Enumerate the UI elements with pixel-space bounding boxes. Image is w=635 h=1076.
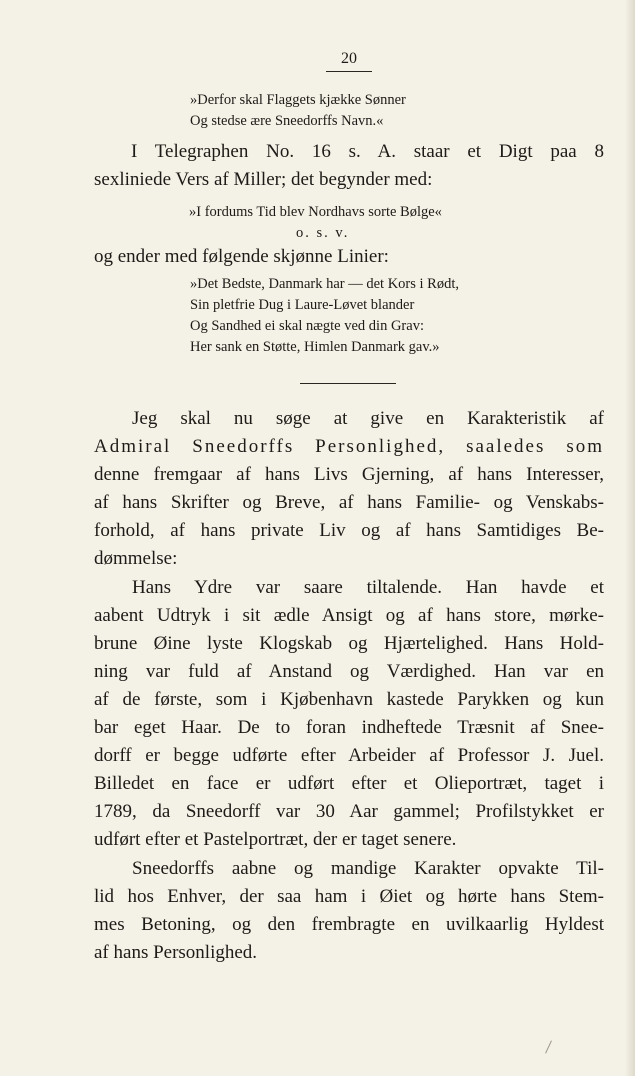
para3-line: Jeg skal nu søge at give en Karakteristik af (132, 408, 604, 429)
para4-line: Hans Ydre var saare tiltalende. Han havde et (132, 577, 604, 598)
section-divider (300, 383, 396, 384)
para4-line: aabent Udtryk i sit ædle Ansigt og af hans store, mørke- (94, 605, 604, 626)
para4-line: ning var fuld af Anstand og Værdighed. Han var en (94, 661, 604, 682)
quote3-line: Sin pletfrie Dug i Laure-Løvet blander (190, 297, 415, 313)
para5-line: lid hos Enhver, der saa ham i Øiet og hørte hans Stem- (94, 886, 604, 907)
para3-line: forhold, af hans private Liv og af hans Samtidiges Be- (94, 520, 604, 541)
quote1-line: Og stedse ære Sneedorffs Navn.« (190, 113, 384, 129)
para4-line: af de første, som i Kjøbenhavn kastede Parykken og kun (94, 689, 604, 710)
quote3-line: »Det Bedste, Danmark har — det Kors i Rødt, (190, 276, 460, 292)
pencil-mark (545, 1040, 552, 1053)
para5-line: af hans Personlighed. (94, 942, 258, 963)
para1-line: I Telegraphen No. 16 s. A. staar et Digt paa 8 (131, 141, 604, 162)
para4-line: udført efter et Pastelportræt, der er taget senere. (94, 829, 457, 850)
para3-line: dømmelse: (94, 548, 178, 569)
para4-line: bar eget Haar. De to foran indheftede Træsnit af Snee- (94, 717, 604, 738)
para1-line: sexliniede Vers af Miller; det begynder med: (94, 169, 433, 190)
para3-line: denne fremgaar af hans Livs Gjerning, af hans Interesser, (94, 464, 604, 485)
para5-line: Sneedorffs aabne og mandige Karakter opvakte Til- (132, 858, 604, 879)
para4-line: 1789, da Sneedorff var 30 Aar gammel; Profilstykket er (94, 801, 604, 822)
para4-line: brune Øine lyste Klogskab og Hjærtelighed. Hans Hold- (94, 633, 604, 654)
quote2-line: o. s. v. (296, 225, 350, 241)
page-number: 20 (341, 50, 357, 67)
para4-line: Billedet en face er udført efter et Olieportræt, taget i (94, 773, 604, 794)
page-number-rule (326, 71, 372, 72)
para2-line: og ender med følgende skjønne Linier: (94, 246, 389, 267)
quote2-line: »I fordums Tid blev Nordhavs sorte Bølge« (189, 204, 442, 220)
quote3-line: Og Sandhed ei skal nægte ved din Grav: (190, 318, 424, 334)
quote3-line: Her sank en Støtte, Himlen Danmark gav.» (190, 339, 440, 355)
para3-line: Admiral Sneedorffs Personlighed, saaledes som (94, 436, 604, 457)
para4-line: dorff er begge udførte efter Arbeider af Professor J. Juel. (94, 745, 604, 766)
para5-line: mes Betoning, og den frembragte en uvilkaarlig Hyldest (94, 914, 604, 935)
para3-line: af hans Skrifter og Breve, af hans Familie- og Venskabs- (94, 492, 604, 513)
quote1-line: »Derfor skal Flaggets kjække Sønner (190, 92, 406, 108)
page-edge-shadow (625, 0, 635, 1076)
